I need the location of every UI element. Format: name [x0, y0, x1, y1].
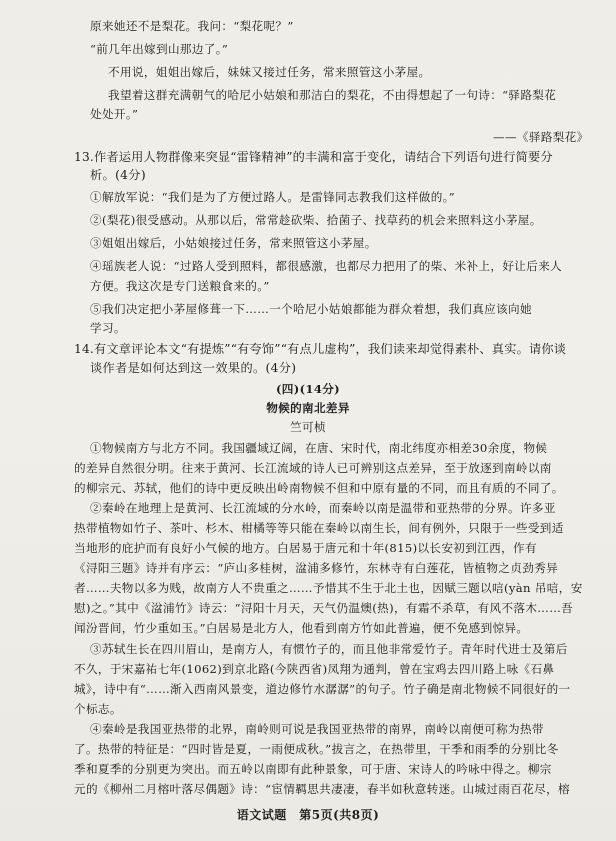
q14-stem: 14.有文章评论本文“有提炼”“有夸饰”“有点儿虚构”，我们读来却觉得素朴、真实。请你谈: [74, 342, 567, 356]
story-line: 处处开。”: [90, 107, 139, 121]
story-line: 原来她还不是梨花。我问：“梨花呢？”: [90, 19, 294, 33]
q13-item: ①解放军说：“我们是为了方便过路人。是雷锋同志教我们这样做的。”: [90, 190, 456, 204]
q13-item: ⑤我们决定把小茅屋修葺一下……一个哈尼小姑娘都能为群众着想，我们真应该向她: [90, 302, 532, 316]
story-source: ——《驿路梨花》: [493, 130, 589, 144]
q13-stem: 13.作者运用人物群像来突显“雷锋精神”的丰满和富于变化，请结合下列语句进行简要分: [74, 150, 553, 164]
article-line: 慰)之。”其中《湓浦竹》诗云：“浔阳十月天，天气仍温燠(热)，有霜不杀草，有风不落木……吾: [74, 601, 574, 615]
story-line: “前几年出嫁到山那边了。”: [90, 42, 229, 56]
article-line: 不久，于宋嘉祐七年(1062)到京北路(今陕西省)凤翔为通判，曾在宝鸡去四川路上咏《石鼻: [74, 662, 555, 676]
article-line: 元的《柳州二月榕叶落尽偶题》诗：“宦情羁思共凄凄，春半如秋意转迷。山城过雨百花尽，榕: [74, 782, 570, 796]
article-line: ④秦岭是我国亚热带的北界，南岭则可说是我国亚热带的南界，南岭以南便可称为热带: [90, 722, 544, 736]
article-title: 物候的南北差异: [266, 401, 350, 415]
q13-item: ④瑶族老人说：“过路人受到照料，都很感激，也都尽力把用了的柴、米补上，好让后来人: [90, 259, 563, 273]
article-line: 者……夫物以多为贱，故南方人不贵重之……予惜其不生于北土也，因赋三题以唁(yàn 吊唁，安: [74, 581, 583, 595]
article-line: 的差异自然很分明。往来于黄河、长江流域的诗人已可辨别这点差异，至于放逐到南岭以南: [74, 461, 552, 475]
q13-item: 方便。我这次是专门送粮食来的。”: [90, 279, 270, 293]
article-line: 城》，诗中有“……渐入西南风景变，道边修竹水潺潺”的句子。竹子确是南北物候不同很好的一: [74, 682, 571, 696]
article-line: 《浔阳三题》诗并有序云：“庐山多桂树，湓浦多修竹，东林寺有白莲花，皆植物之贞劲秀异: [74, 561, 559, 575]
article-line: 了。热带的特征是：“四时皆是夏，一雨便成秋。”拔言之，在热带里，干季和雨季的分别比冬: [74, 742, 559, 756]
article-line: 闻汾晋间，竹少重如玉。”白居易是北方人，他看到南方竹如此普遍，便不免感到惊异。: [74, 621, 529, 635]
q13-item: ③姐姐出嫁后，小姑娘接过任务，常来照管这小茅屋。: [90, 236, 377, 250]
section-header: (四)(14分): [275, 382, 341, 396]
article-line: ②秦岭在地理上是黄河、长江流域的分水岭，而秦岭以南是温带和亚热带的分界。许多亚: [90, 501, 556, 515]
q13-item: 学习。: [90, 321, 126, 335]
article-line: ①物候南方与北方不同。我国疆域辽阔，在唐、宋时代，南北纬度亦相差30余度，物候: [90, 441, 548, 455]
article-line: 热带植物如竹子、茶叶、杉木、柑橘等等只能在秦岭以南生长，间有例外，只限于一些受到适: [74, 521, 564, 535]
article-line: ③苏轼生长在四川眉山，是南方人，有惯竹子的，而且他非常爱竹子。青年时代进士及第后: [90, 642, 568, 656]
story-line: 不用说，姐姐出嫁后，妹妹又接过任务，常来照管这小茅屋。: [108, 65, 431, 79]
article-line: 个标志。: [74, 702, 122, 716]
page-footer: 语文试题 第5页(共8页): [236, 808, 380, 822]
q13-item: ②(梨花)很受感动。从那以后，常常趁砍柴、拾菌子、找草药的机会来照料这小茅屋。: [90, 213, 542, 227]
article-line: 当地形的庇护而有良好小气候的地方。白居易于唐元和十年(815)以长安初到江西，作有: [74, 541, 537, 555]
article-line: 季和夏季的分别更为突出。而五岭以南即有此种景象，可于唐、宋诗人的吟咏中得之。柳宗: [74, 762, 552, 776]
q13-stem: 析。(4分): [90, 168, 146, 182]
q14-stem: 谈作者是如何达到这一效果的。(4分): [90, 361, 297, 375]
story-line: 我望着这群充满朝气的哈尼小姑娘和那洁白的梨花，不由得想起了一句诗：“驿路梨花: [108, 88, 557, 102]
article-line: 的柳宗元、苏轼，他们的诗中更反映出岭南物候不但和中原有量的不同，而且有质的不同了。: [74, 481, 564, 495]
article-author: 竺可桢: [290, 420, 326, 434]
